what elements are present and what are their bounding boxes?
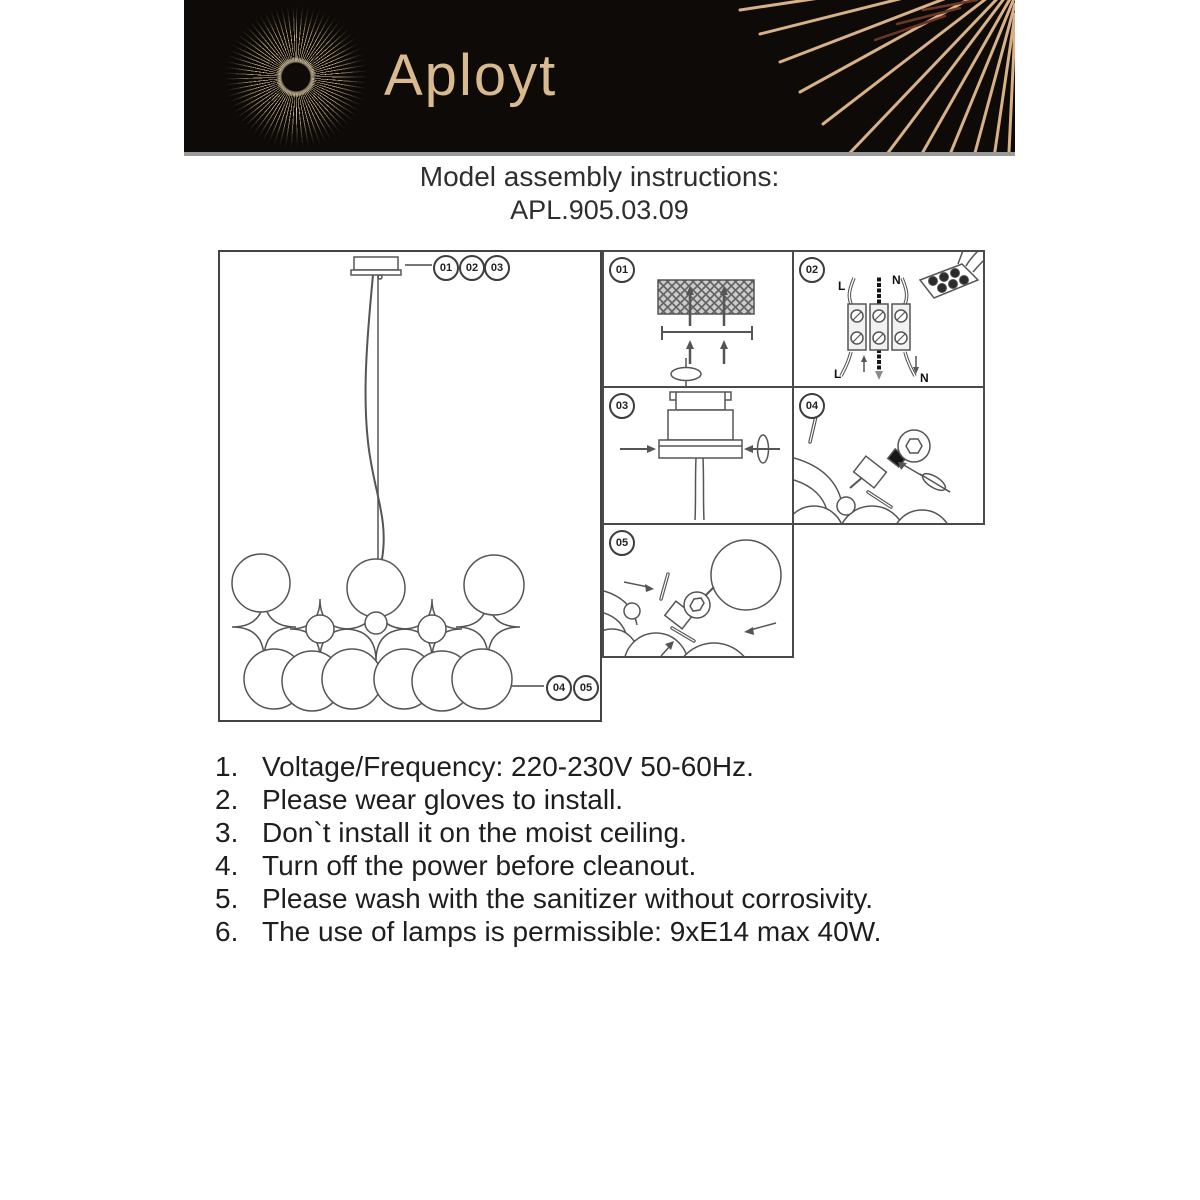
instruction-text: Turn off the power before cleanout. xyxy=(262,850,697,881)
instruction-number: 6. xyxy=(215,916,239,947)
callout-badge-05: 05 xyxy=(573,675,599,701)
step-badge-05: 05 xyxy=(609,530,635,556)
title-block xyxy=(184,160,1015,226)
instruction-item-2 xyxy=(215,783,1015,816)
instruction-text: Voltage/Frequency: 220-230V 50-60Hz. xyxy=(262,751,754,782)
model-code: APL.905.03.09 xyxy=(510,195,689,225)
step-panel-03 xyxy=(602,386,794,525)
rays-decoration-icon xyxy=(545,0,1015,152)
instruction-item-1 xyxy=(215,750,1015,783)
step-panel-01 xyxy=(602,250,794,388)
callout-badge-04: 04 xyxy=(546,675,572,701)
chandelier-drawing xyxy=(220,252,600,720)
wiring-label-n-bottom: N xyxy=(920,371,929,385)
instructions-list xyxy=(215,750,1015,948)
callout-badge-01: 01 xyxy=(433,255,459,281)
instruction-item-4 xyxy=(215,849,1015,882)
starburst-logo-icon xyxy=(223,4,369,150)
instruction-number: 4. xyxy=(215,850,239,881)
wiring-label-n-top: N xyxy=(892,273,901,287)
instruction-number: 2. xyxy=(215,784,239,815)
step-badge-03: 03 xyxy=(609,393,635,419)
main-diagram-box xyxy=(218,250,602,722)
instruction-item-3 xyxy=(215,816,1015,849)
step-panel-02 xyxy=(792,250,985,388)
wiring-label-l-top: L xyxy=(838,279,846,293)
callout-badge-03: 03 xyxy=(484,255,510,281)
step-panel-05 xyxy=(602,523,794,658)
step-badge-01: 01 xyxy=(609,257,635,283)
brand-name: Aployt xyxy=(384,43,558,108)
wiring-label-l-bottom: L xyxy=(834,367,842,381)
instruction-number: 3. xyxy=(215,817,239,848)
step-badge-04: 04 xyxy=(799,393,825,419)
instruction-text: Don`t install it on the moist ceiling. xyxy=(262,817,687,848)
callout-badge-02: 02 xyxy=(459,255,485,281)
page-title: Model assembly instructions: xyxy=(419,161,780,192)
instruction-text: The use of lamps is permissible: 9xE14 max 40W. xyxy=(262,916,882,947)
instruction-number: 1. xyxy=(215,751,239,782)
brand-banner xyxy=(184,0,1015,156)
instruction-text: Please wear gloves to install. xyxy=(262,784,624,815)
diagram xyxy=(218,250,985,723)
step-panel-04 xyxy=(792,386,985,525)
instruction-text: Please wash with the sanitizer without corrosivity. xyxy=(262,883,874,914)
instruction-number: 5. xyxy=(215,883,239,914)
step-badge-02: 02 xyxy=(799,257,825,283)
instruction-item-5 xyxy=(215,882,1015,915)
instruction-item-6 xyxy=(215,915,1015,948)
